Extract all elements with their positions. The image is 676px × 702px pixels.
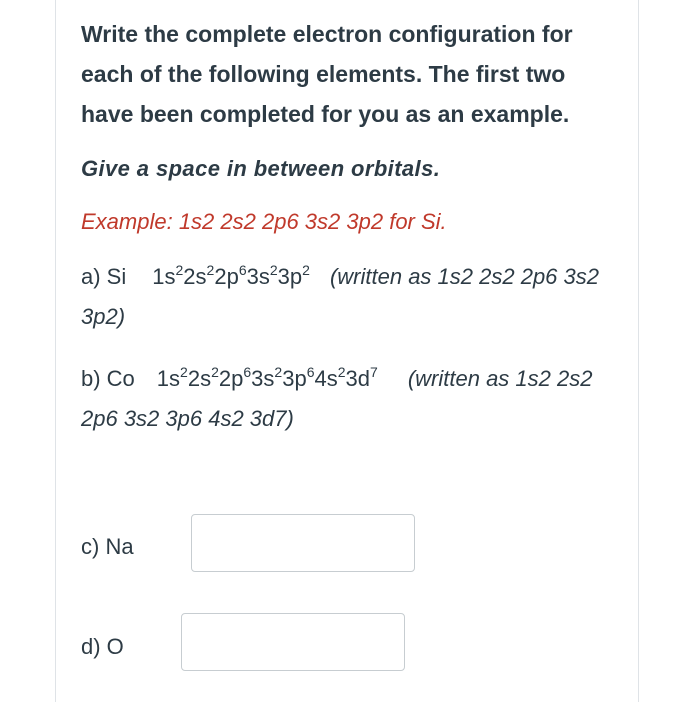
item-a-config: $1s^22s^22p^63s^23p^2$ xyxy=(152,262,310,289)
question-intro: Write the complete electron configuration for each of the following elements. The first two have been completed for you as an example. xyxy=(81,21,573,127)
example-text: Example: 1s2 2s2 2p6 3s2 3p2 for Si. xyxy=(81,209,447,234)
hint-text: Give a space in between orbitals. xyxy=(81,156,441,181)
item-b-written: (written as 1s2 2s2 2p6 3s2 3p6 4s2 3d7) xyxy=(81,366,593,431)
item-b-config: $1s^22s^22p^63s^23p^64s^23d^7$ xyxy=(156,364,378,391)
item-c-label: c) Na xyxy=(81,534,134,559)
item-b-label: b) Co xyxy=(81,366,135,391)
question-body xyxy=(81,14,621,439)
item-c-answer-input[interactable] xyxy=(191,514,415,572)
item-a-label: a) Si xyxy=(81,264,127,289)
item-d-label: d) O xyxy=(81,634,124,659)
item-a xyxy=(81,257,621,337)
item-d-answer-input[interactable] xyxy=(181,613,405,671)
item-b xyxy=(81,359,621,439)
item-a-written: (written as 1s2 2s2 2p6 3s2 3p2) xyxy=(81,264,599,329)
